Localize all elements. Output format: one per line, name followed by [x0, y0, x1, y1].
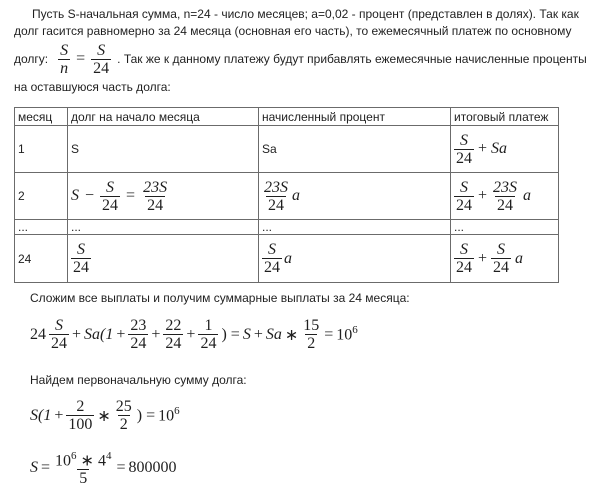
plus-sign: +	[186, 325, 196, 343]
m-plus: +	[478, 187, 488, 204]
sum-text: Сложим все выплаты и получим суммарные выплаты за 24 месяца:	[30, 291, 410, 305]
equation-total	[30, 317, 358, 352]
cell-payment	[451, 235, 559, 283]
table-row	[15, 235, 559, 283]
m-s: S	[497, 241, 506, 258]
frac-den-24: 24	[93, 59, 110, 77]
m-a: a	[515, 249, 524, 267]
close-eq: ) =	[221, 325, 240, 343]
plus-sign: +	[151, 325, 161, 343]
m-s: S	[77, 241, 85, 258]
cell-interest	[259, 235, 451, 283]
table-row	[15, 126, 559, 173]
m-a: a	[284, 249, 292, 267]
intro-line-3-prefix: долгу:	[14, 51, 49, 66]
frac-den-5: 5	[79, 470, 88, 488]
star-sign: ∗	[97, 407, 111, 425]
frac-num-25: 25	[115, 398, 132, 415]
header-payment: итоговый платеж	[451, 108, 559, 126]
result-base: 10	[158, 407, 175, 425]
m-plus: +	[478, 140, 488, 157]
frac-num-s2: S	[97, 41, 106, 59]
frac-den-2: 2	[307, 335, 316, 352]
num-10: 10	[55, 452, 72, 470]
m-s: S	[460, 178, 468, 196]
frac-den-24: 24	[165, 335, 182, 352]
table-row	[15, 220, 559, 235]
cell-interest: ...	[259, 220, 451, 235]
m-minus: −	[85, 187, 95, 204]
header-month: месяц	[15, 108, 68, 126]
table-header-row	[15, 108, 559, 126]
m-eq: =	[126, 187, 136, 204]
m-24: 24	[147, 196, 164, 214]
exp-4: 4	[105, 450, 112, 462]
m-a: a	[523, 187, 532, 204]
frac-num-1: 1	[204, 317, 213, 334]
cell-debt	[68, 235, 259, 283]
find-text: Найдем первоначальную сумму долга:	[30, 373, 247, 387]
m-24: 24	[497, 196, 514, 214]
coef-24: 24	[30, 325, 46, 343]
frac-den-100: 100	[68, 416, 93, 433]
plus-sign: +	[116, 325, 126, 343]
cell-interest: Sa	[259, 126, 451, 173]
result-exp: 6	[352, 324, 358, 337]
cell-month: ...	[15, 220, 68, 235]
m-24: 24	[456, 149, 472, 167]
frac-num-23: 23	[130, 317, 147, 334]
frac-den-24: 24	[200, 335, 217, 352]
intro-line-3-suffix: . Так же к данному платежу будут прибавлять ежемесячные начисленные проценты	[117, 51, 587, 66]
frac-num-22: 22	[165, 317, 182, 334]
header-interest: начисленный процент	[259, 108, 451, 126]
cell-payment: ...	[451, 220, 559, 235]
close-eq: ) =	[136, 406, 156, 424]
cell-month: 1	[15, 126, 68, 173]
cell-month: 24	[15, 235, 68, 283]
cell-interest	[259, 173, 451, 220]
cell-debt: S	[68, 126, 259, 173]
frac-num-15: 15	[303, 317, 320, 334]
frac-den-24: 24	[130, 335, 147, 352]
header-debt: долг на начало месяца	[68, 108, 259, 126]
m-sa: Sa	[491, 140, 508, 157]
m-24: 24	[456, 196, 472, 214]
m-s: S	[460, 131, 468, 149]
m-s: S	[106, 178, 115, 196]
m-23s: 23S	[264, 178, 288, 196]
plus-sign: +	[54, 406, 64, 424]
frac-den-24: 24	[51, 335, 67, 352]
frac-den-2: 2	[119, 416, 128, 433]
plus-sign: +	[72, 325, 82, 343]
result-exp: 6	[174, 405, 180, 418]
eq-sign: =	[324, 325, 334, 343]
intro-line-4: на оставшуюся часть долга:	[14, 80, 171, 94]
eq-sign: =	[116, 458, 126, 476]
s-var: S	[30, 458, 38, 476]
m-24: 24	[73, 259, 89, 276]
cell-debt	[68, 173, 259, 220]
m-24: 24	[264, 259, 280, 276]
exp-6: 6	[71, 450, 77, 462]
cell-debt: ...	[68, 220, 259, 235]
sa-term: Sa	[265, 325, 282, 343]
eq-sign: =	[76, 49, 86, 67]
m-24: 24	[268, 196, 284, 214]
num-4: 4	[97, 452, 106, 470]
m-23s: 23S	[493, 178, 518, 196]
cell-payment	[451, 126, 559, 173]
cell-payment	[451, 173, 559, 220]
m-a: a	[292, 187, 300, 204]
frac-num-s: S	[60, 41, 69, 59]
m-s: S	[268, 241, 276, 258]
star-sign: ∗	[284, 326, 299, 344]
eq-sign: =	[41, 458, 51, 476]
m-plus: +	[478, 249, 488, 267]
star-sign: ∗	[80, 452, 94, 470]
m-24: 24	[456, 259, 472, 276]
intro-line-2: долг гасится равномерно за 24 месяца (основная его часть), то ежемесячный платеж по основному	[14, 23, 572, 38]
cell-month: 2	[15, 173, 68, 220]
equation-find	[30, 398, 180, 433]
frac-num-2: 2	[76, 398, 85, 415]
s-term: S	[242, 325, 251, 343]
frac-num-s: S	[55, 317, 63, 334]
m-23s: 23S	[143, 178, 168, 196]
m-s: S	[71, 187, 79, 204]
payment-table	[14, 107, 559, 283]
m-24: 24	[102, 196, 119, 214]
result-base: 10	[336, 326, 353, 344]
intro-formula	[58, 42, 111, 77]
plus-sign: +	[253, 325, 263, 343]
s-open: S(1	[30, 406, 52, 424]
equation-result	[30, 448, 176, 487]
frac-den-n: n	[60, 59, 69, 77]
sa-open: Sa(1	[84, 325, 114, 343]
m-s: S	[460, 241, 468, 258]
intro-paragraph	[14, 6, 590, 96]
table-row	[15, 173, 559, 220]
m-24: 24	[493, 259, 510, 276]
intro-line-1: Пусть S-начальная сумма, n=24 - число месяцев; a=0,02 - процент (представлен в долях). Так как	[32, 7, 579, 21]
final-result: 800000	[128, 458, 177, 476]
